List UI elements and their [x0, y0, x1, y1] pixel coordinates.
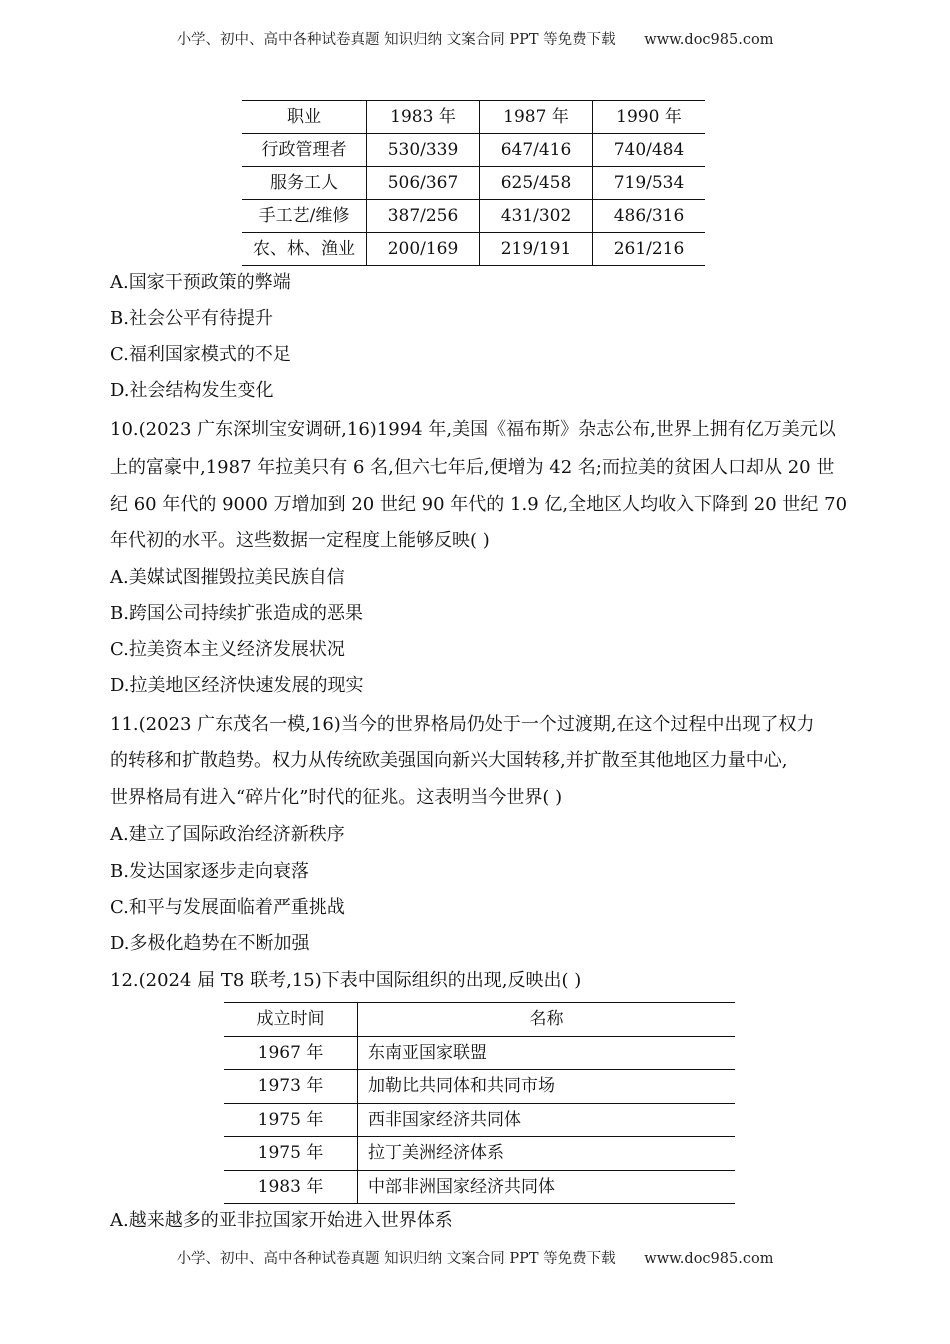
q10-stem-line: 年代初的水平。这些数据一定程度上能够反映( ) — [110, 530, 490, 551]
q9-option-a: A.国家干预政策的弊端 — [110, 272, 291, 293]
table-cell: 中部非洲国家经济共同体 — [358, 1170, 736, 1204]
q9-option-d: D.社会结构发生变化 — [110, 380, 274, 401]
header-text: 小学、初中、高中各种试卷真题 知识归纳 文案合同 PPT 等免费下载 — [176, 32, 616, 48]
table-header-cell: 职业 — [242, 101, 367, 134]
q11-option-d: D.多极化趋势在不断加强 — [110, 933, 310, 954]
q10-option-b: B.跨国公司持续扩张造成的恶果 — [110, 603, 363, 624]
table-header-row — [224, 1003, 735, 1037]
table-cell: 1975 年 — [224, 1137, 358, 1171]
table-row — [224, 1103, 735, 1137]
table-cell: 506/367 — [367, 167, 480, 200]
table-cell: 200/169 — [367, 233, 480, 266]
q10-stem-line: 上的富豪中,1987 年拉美只有 6 名,但六七年后,便增为 42 名;而拉美的贫困人口却从 20 世 — [110, 457, 835, 478]
organization-table — [224, 1002, 735, 1204]
table-row — [224, 1170, 735, 1204]
table-cell: 1975 年 — [224, 1103, 358, 1137]
q9-option-c: C.福利国家模式的不足 — [110, 344, 291, 365]
table-cell: 486/316 — [593, 200, 706, 233]
table-cell: 拉丁美洲经济体系 — [358, 1137, 736, 1171]
q9-option-b: B.社会公平有待提升 — [110, 308, 273, 329]
table-header-cell: 1983 年 — [367, 101, 480, 134]
q11-stem-line: 的转移和扩散趋势。权力从传统欧美强国向新兴大国转移,并扩散至其他地区力量中心, — [110, 750, 788, 771]
table-cell: 647/416 — [480, 134, 593, 167]
q10-stem-line: 纪 60 年代的 9000 万增加到 20 世纪 90 年代的 1.9 亿,全地区人均收入下降到 20 世纪 70 — [110, 494, 848, 515]
table-cell: 719/534 — [593, 167, 706, 200]
table-header-row — [242, 101, 705, 134]
table-cell: 261/216 — [593, 233, 706, 266]
table-cell: 740/484 — [593, 134, 706, 167]
table-header-cell: 1990 年 — [593, 101, 706, 134]
q11-option-c: C.和平与发展面临着严重挑战 — [110, 897, 345, 918]
table-cell: 加勒比共同体和共同市场 — [358, 1070, 736, 1104]
table-row — [242, 167, 705, 200]
table-row — [224, 1036, 735, 1070]
table-cell: 东南亚国家联盟 — [358, 1036, 736, 1070]
q10-option-d: D.拉美地区经济快速发展的现实 — [110, 675, 364, 696]
table-cell: 西非国家经济共同体 — [358, 1103, 736, 1137]
footer-text: 小学、初中、高中各种试卷真题 知识归纳 文案合同 PPT 等免费下载 — [176, 1251, 616, 1267]
table-header-cell: 1987 年 — [480, 101, 593, 134]
table-cell: 387/256 — [367, 200, 480, 233]
table-cell: 530/339 — [367, 134, 480, 167]
q10-option-a: A.美媒试图摧毁拉美民族自信 — [110, 567, 345, 588]
q10-option-c: C.拉美资本主义经济发展状况 — [110, 639, 345, 660]
table-cell: 219/191 — [480, 233, 593, 266]
occupation-table — [242, 100, 705, 266]
footer-site-link[interactable]: www.doc985.com — [644, 1251, 774, 1267]
header-site-link[interactable]: www.doc985.com — [644, 32, 774, 48]
page-header — [0, 28, 950, 49]
table-row — [224, 1137, 735, 1171]
table-row — [242, 233, 705, 266]
q11-stem-line: 世界格局有进入“碎片化”时代的征兆。这表明当今世界( ) — [110, 787, 563, 808]
q10-stem-line: 10.(2023 广东深圳宝安调研,16)1994 年,美国《福布斯》杂志公布,世界上拥有亿万美元以 — [110, 419, 836, 440]
table-cell: 1967 年 — [224, 1036, 358, 1070]
table-cell: 625/458 — [480, 167, 593, 200]
q11-stem-line: 11.(2023 广东茂名一模,16)当今的世界格局仍处于一个过渡期,在这个过程中出现了权力 — [110, 714, 815, 735]
table-cell: 行政管理者 — [242, 134, 367, 167]
table-header-cell: 成立时间 — [224, 1003, 358, 1037]
table-header-cell: 名称 — [358, 1003, 736, 1037]
q11-option-b: B.发达国家逐步走向衰落 — [110, 861, 309, 882]
table-row — [242, 200, 705, 233]
q12-option-a: A.越来越多的亚非拉国家开始进入世界体系 — [110, 1210, 453, 1231]
table-row — [242, 134, 705, 167]
q11-option-a: A.建立了国际政治经济新秩序 — [110, 824, 345, 845]
page-footer — [0, 1247, 950, 1268]
table-cell: 农、林、渔业 — [242, 233, 367, 266]
table-cell: 1973 年 — [224, 1070, 358, 1104]
table-cell: 手工艺/维修 — [242, 200, 367, 233]
table-cell: 1983 年 — [224, 1170, 358, 1204]
table-cell: 服务工人 — [242, 167, 367, 200]
table-row — [224, 1070, 735, 1104]
table-cell: 431/302 — [480, 200, 593, 233]
q12-stem: 12.(2024 届 T8 联考,15)下表中国际组织的出现,反映出( ) — [110, 970, 582, 991]
